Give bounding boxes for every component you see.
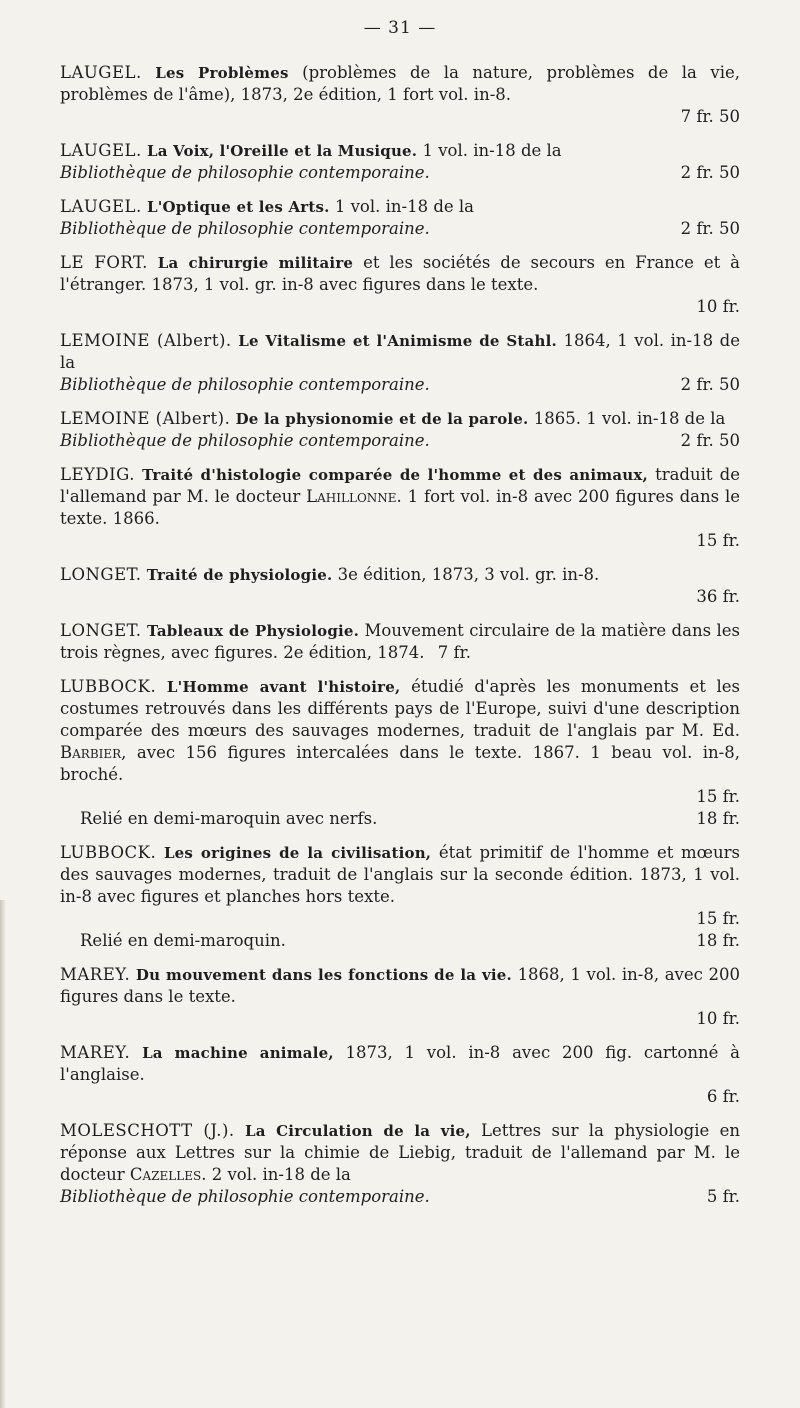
entry-price: 7 fr. 50 — [680, 107, 740, 126]
entry-author: LONGET. — [60, 621, 142, 640]
entry-title: La Voix, l'Oreille et la Musique. — [146, 142, 418, 160]
entry-series: Bibliothèque de philosophie contemporaine. — [60, 163, 430, 182]
entry-description: et les sociétés de secours en France et à l'étranger. 1873, 1 vol. gr. in-8 avec figures dans le texte. — [60, 253, 740, 294]
catalog-entries — [60, 62, 740, 1220]
entry-description: (problèmes de la nature, problèmes de la vie, problèmes de l'âme), 1873, 2e édition, 1 fort vol. in-8. — [60, 63, 740, 104]
entry-author: MAREY. — [60, 965, 131, 984]
entry-series: Bibliothèque de philosophie contemporaine. — [60, 431, 430, 450]
entry-title: De la physionomie et de la parole. — [235, 410, 529, 428]
catalog-entry — [60, 140, 740, 184]
entry-description: traduit de l'allemand par M. le docteur — [60, 465, 740, 506]
entry-author: LEYDIG. — [60, 465, 135, 484]
entry-description: 1865. 1 vol. in-18 de la — [533, 409, 726, 428]
entry-author: LAUGEL. — [60, 63, 142, 82]
entry-binding-option: Relié en demi-maroquin avec nerfs. — [80, 809, 378, 828]
catalog-entry — [60, 196, 740, 240]
page-edge-shadow — [0, 900, 6, 1408]
entry-author: LAUGEL. — [60, 141, 142, 160]
entry-series: Bibliothèque de philosophie contemporaine. — [60, 1187, 430, 1206]
entry-description: 1864, 1 vol. in-18 de la — [60, 331, 741, 372]
entry-translator: Barbier, — [60, 743, 127, 762]
entry-binding-price: 18 fr. — [696, 809, 740, 828]
entry-title: Les Problèmes — [155, 64, 289, 82]
entry-author: LUBBOCK. — [60, 677, 157, 696]
entry-title: Le Vitalisme et l'Animisme de Stahl. — [238, 332, 557, 350]
entry-description-cont: avec 156 figures intercalées dans le texte. 1867. 1 beau vol. in-8, broché. — [60, 743, 741, 784]
entry-author: LE FORT. — [60, 253, 148, 272]
entry-author: LUBBOCK. — [60, 843, 157, 862]
entry-binding-price: 18 fr. — [696, 931, 740, 950]
entry-title: Les origines de la civilisation, — [163, 844, 432, 862]
entry-title: La machine animale, — [142, 1044, 334, 1062]
entry-title: Traité de physiologie. — [146, 566, 333, 584]
entry-description: étudié d'après les monuments et les costumes retrouvés dans les différents pays de l'Europe, suivi d'une description comparée des mœurs des sauvages modernes, traduit de l'anglais par M. Ed. — [60, 677, 741, 740]
entry-description: 3e édition, 1873, 3 vol. gr. in-8. — [337, 565, 600, 584]
entry-price: 36 fr. — [696, 587, 740, 606]
page-number: — 31 — — [363, 18, 437, 38]
entry-price: 15 fr. — [696, 531, 740, 550]
entry-price: 2 fr. 50 — [680, 163, 740, 182]
entry-price: 2 fr. 50 — [680, 219, 740, 238]
catalog-entry — [60, 676, 740, 830]
catalog-entry — [60, 964, 740, 1030]
entry-series: Bibliothèque de philosophie contemporaine. — [60, 219, 430, 238]
entry-title: L'Homme avant l'histoire, — [166, 678, 401, 696]
catalog-entry — [60, 408, 740, 452]
entry-description: 1 vol. in-18 de la — [334, 197, 475, 216]
entry-title: La chirurgie militaire — [157, 254, 354, 272]
entry-binding-option: Relié en demi-maroquin. — [80, 931, 286, 950]
entry-title: Du mouvement dans les fonctions de la vie. — [135, 966, 512, 984]
catalog-entry — [60, 564, 740, 608]
entry-price: 10 fr. — [696, 297, 740, 316]
entry-title: L'Optique et les Arts. — [146, 198, 330, 216]
catalog-entry — [60, 330, 740, 396]
catalog-entry — [60, 1120, 740, 1208]
entry-translator: Cazelles. — [129, 1165, 207, 1184]
entry-description-cont: 1 fort vol. in-8 avec 200 figures dans le texte. 1866. — [60, 487, 741, 528]
entry-price: 10 fr. — [696, 1009, 740, 1028]
entry-description: 1868, 1 vol. in-8, avec 200 figures dans le texte. — [60, 965, 740, 1006]
catalog-entry — [60, 1042, 740, 1108]
entry-description: 1873, 1 vol. in-8 avec 200 fig. cartonné à l'anglaise. — [60, 1043, 740, 1084]
entry-translator: Lahillonne. — [306, 487, 402, 506]
entry-author: MOLESCHOTT (J.). — [60, 1121, 235, 1140]
entry-author: LEMOINE (Albert). — [60, 331, 232, 350]
entry-author: LAUGEL. — [60, 197, 142, 216]
entry-price: 6 fr. — [706, 1087, 740, 1106]
entry-description: Lettres sur la physiologie en réponse aux Lettres sur la chimie de Liebig, traduit de l'allemand par M. le docteur — [60, 1121, 740, 1184]
entry-description: état primitif de l'homme et mœurs des sauvages modernes, traduit de l'anglais sur la seconde édition. 1873, 1 vol. in-8 avec figures et planches hors texte. — [60, 843, 740, 906]
entry-description: Mouvement circulaire de la matière dans les trois règnes, avec figures. 2e édition, 1874. — [60, 621, 740, 662]
entry-title: Tableaux de Physiologie. — [146, 622, 360, 640]
entry-author: MAREY. — [60, 1043, 131, 1062]
entry-title: Traité d'histologie comparée de l'homme et des animaux, — [142, 466, 648, 484]
catalog-entry — [60, 842, 740, 952]
entry-author: LEMOINE (Albert). — [60, 409, 231, 428]
entry-author: LONGET. — [60, 565, 142, 584]
entry-description: 1 vol. in-18 de la — [422, 141, 562, 160]
entry-price: 2 fr. 50 — [680, 375, 740, 394]
catalog-entry — [60, 464, 740, 552]
entry-price: 5 fr. — [706, 1187, 740, 1206]
catalog-entry — [60, 252, 740, 318]
entry-price: 15 fr. — [696, 909, 740, 928]
entry-title: La Circulation de la vie, — [244, 1122, 471, 1140]
entry-price: 15 fr. — [696, 787, 740, 806]
entry-price: 2 fr. 50 — [680, 431, 740, 450]
entry-description-cont: 2 vol. in-18 de la — [211, 1165, 351, 1184]
catalog-entry — [60, 62, 740, 128]
entry-series: Bibliothèque de philosophie contemporaine. — [60, 375, 430, 394]
catalog-entry — [60, 620, 740, 664]
entry-price: 7 fr. — [437, 643, 471, 662]
